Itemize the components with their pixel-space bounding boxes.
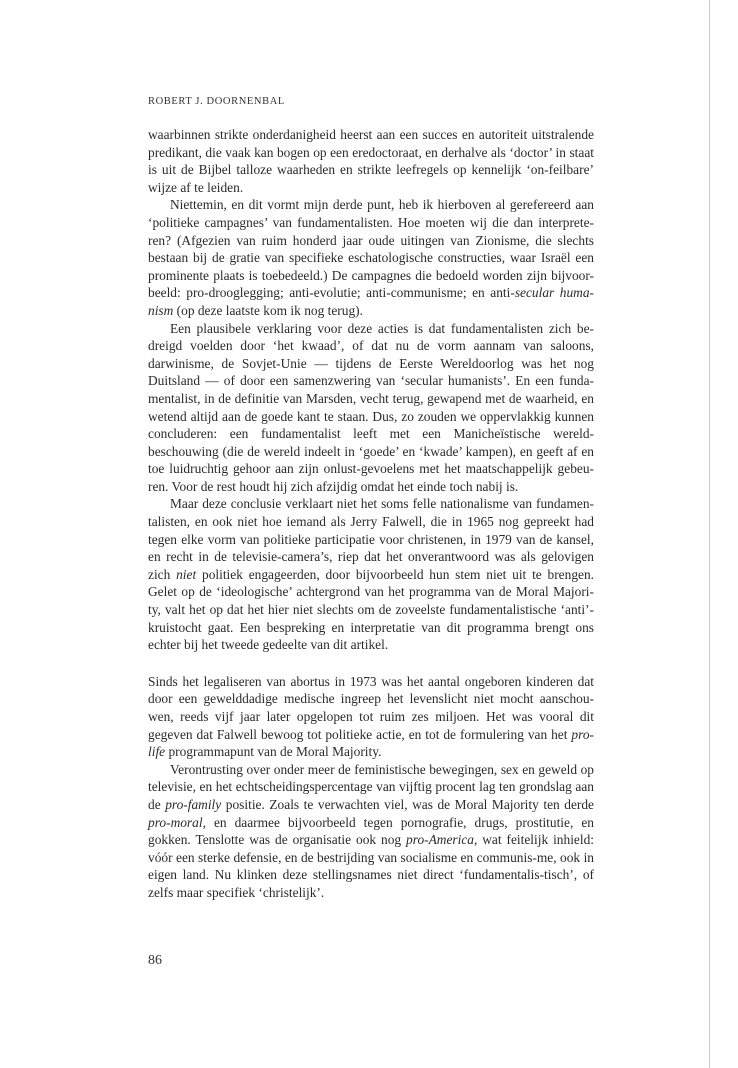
paragraph-6-text-c: , en daarmee bijvoorbeeld tegen pornografie, drugs, prostitutie, en gokken. Tenslotte was de organisatie ook nog bbox=[148, 814, 594, 848]
paragraph-6-text-a: Verontrusting over onder meer de feministische bewegingen, sex en geweld op televisie, en het echtscheidingspercentage van vijftig procent lag ten grondslag aan de bbox=[148, 761, 594, 812]
paragraph-4-emphasis: niet bbox=[176, 566, 197, 582]
paragraph-3-text: Een plausibele verklaring voor deze acties is dat fundamentalisten zich be-dreigd voelden door ‘het kwaad’, of dat nu de vorm aannam van saloons, darwinisme, de Sovjet-Unie — tijdens de Eerste Wereldoorlog was het nog Duitsland — of door een samenzwering van ‘secular humanists’. En een funda-mentalist, in de definitie van Marsden, vecht terug, gewapend met de waarheid, en wetend altijd aan de goede kant te staan. Dus, zo zouden we oppervlakkig kunnen concluderen: een fundamentalist leeft met een Manicheïstische wereld-beschouwing (die de wereld indeelt in ‘goede’ en ‘kwade’ kampen), en geeft af en toe luidruchtig gehoor aan zijn onlust-gevoelens met het maatschappelijk gebeu-ren. Voor de rest houdt hij zich afzijdig omdat het einde toch nabij is. bbox=[148, 320, 594, 494]
page-number: 86 bbox=[148, 953, 162, 968]
paragraph-4 bbox=[148, 495, 594, 653]
paragraph-4-text-a: Maar deze conclusie verklaart niet het soms felle nationalisme van fundamen-talisten, en ook niet hoe iemand als Jerry Falwell, die in 1965 nog gepreekt had tegen elke vorm van politieke participatie voor christenen, in 1979 van de kansel, en recht in de televisie-camera’s, riep dat het onverantwoord was als gelovigen zich bbox=[148, 496, 594, 582]
body-text bbox=[148, 126, 594, 902]
paragraph-6-text-d: , wat feitelijk inhield: vóór een sterke defensie, en de bestrijding van socialisme en communis-me, ook in eigen land. Nu klinken deze stellingsnames niet direct ‘fundamentalis-tisch’, of zelfs maar specifiek ‘christelijk’. bbox=[148, 832, 594, 900]
paragraph-3 bbox=[148, 320, 594, 496]
paragraph-2-text-b: (op deze laatste kom ik nog terug). bbox=[173, 302, 363, 318]
paragraph-2 bbox=[148, 196, 594, 319]
paragraph-2-emphasis: secular huma-nism bbox=[148, 285, 595, 318]
paragraph-5-text-b: programmapunt van de Moral Majority. bbox=[165, 744, 382, 760]
paragraph-6-emphasis-2: pro-moral bbox=[148, 814, 203, 830]
paragraph-6-text-b: positie. Zoals te verwachten viel, was de Moral Majority ten derde bbox=[221, 796, 594, 812]
paragraph-2-text-a: Niettemin, en dit vormt mijn derde punt, heb ik hierboven al gerefereerd aan ‘politieke campagnes’ van fundamentalisten. Hoe moeten wij die dan interprete-ren? (Afgezien van ruim honderd jaar oude uitingen van Zionisme, die slechts bestaan bij de gratie van specifieke eschatologische constructies, waar Israël een prominente plaats is toebedeeld.) De campagnes die bedoeld worden zijn bijvoor-beeld: pro-drooglegging; anti-evolutie; anti-communisme; en anti- bbox=[148, 197, 594, 301]
paragraph-5 bbox=[148, 673, 594, 761]
paragraph-6 bbox=[148, 761, 594, 902]
running-header: ROBERT J. DOORNENBAL bbox=[148, 96, 285, 107]
paragraph-1 bbox=[148, 126, 594, 196]
paragraph-6-emphasis-1: pro-family bbox=[165, 796, 222, 812]
page-edge-line bbox=[709, 0, 710, 1068]
paragraph-5-text-a: Sinds het legaliseren van abortus in 1973 was het aantal ongeboren kinderen dat door een gewelddadige medische ingreep het levenslicht niet mocht aanschou-wen, reeds vijf jaar later opgelopen tot ruim zes miljoen. Het was vooral dit gegeven dat Falwell bewoog tot politieke actie, en tot de formulering van het bbox=[148, 673, 594, 742]
section-break bbox=[148, 654, 594, 673]
paragraph-4-text-b: politiek engageerden, door bijvoorbeeld hun stem niet uit te brengen. Gelet op de ‘ideologische’ achtergrond van het programma van de Moral Majori-ty, valt het op dat het hier niet slechts om de zoveelste fundamentalistische ‘anti’-kruistocht gaat. Een bespreking en interpretatie van dit programma brengt ons echter bij het tweede gedeelte van dit artikel. bbox=[148, 566, 595, 653]
paragraph-5-emphasis: pro-life bbox=[148, 726, 594, 760]
paragraph-6-emphasis-3: pro-America bbox=[406, 832, 474, 848]
paragraph-1-text: waarbinnen strikte onderdanigheid heerst aan een succes en autoriteit uitstralende predikant, die vaak kan bogen op een eredoctoraat, en derhalve als ‘doctor’ in staat is uit de Bijbel talloze waarheden en strikte leefregels op kennelijk ‘on-feilbare’ wijze af te leiden. bbox=[148, 127, 594, 195]
